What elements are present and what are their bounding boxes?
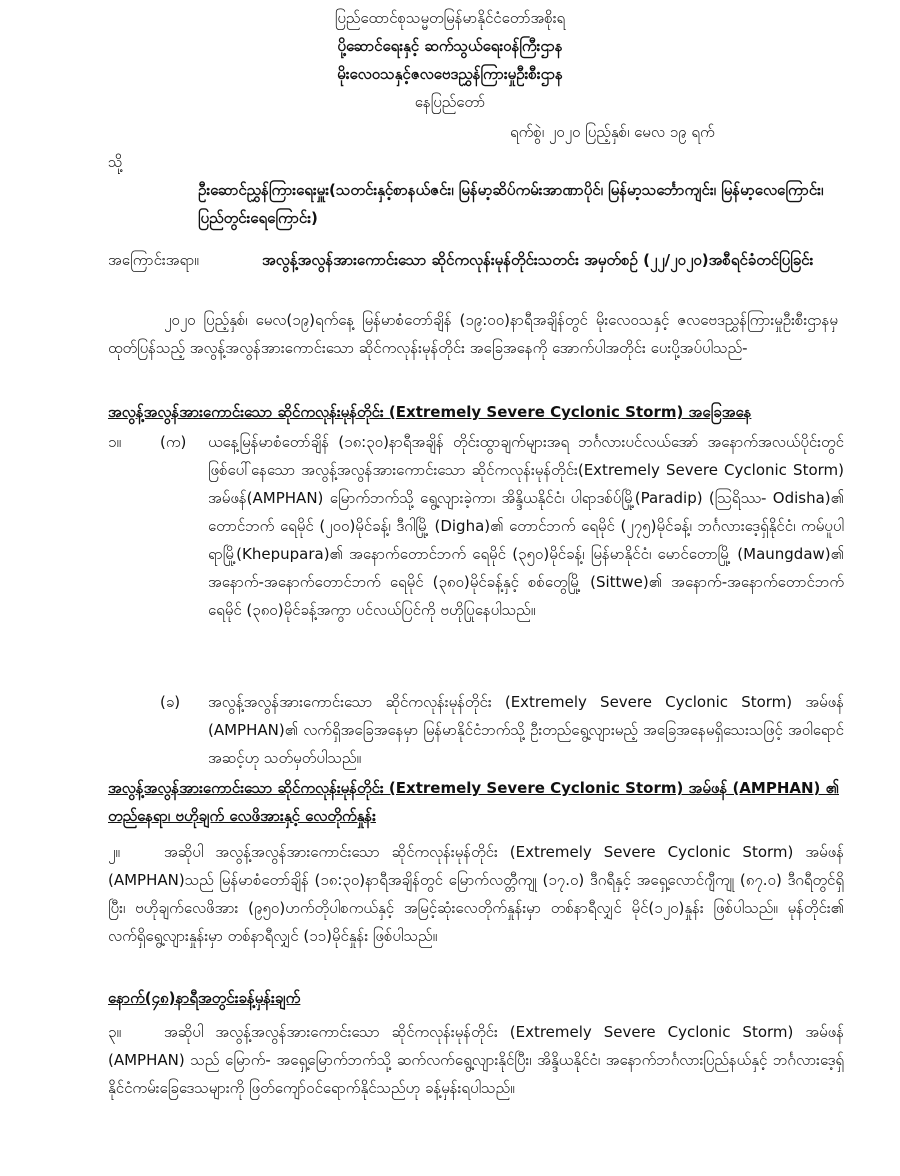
section1-number: ၁။ bbox=[108, 433, 121, 451]
ministry-title: ပို့ဆောင်ရေးနှင့် ဆက်သွယ်ရေးဝန်ကြီးဌာန bbox=[337, 37, 563, 55]
department-title: မိုးလေဝသနှင့်ဇလဗေဒညွှန်ကြားမှုဦးစီးဌာန bbox=[337, 65, 563, 83]
item-b-marker: (ခ) bbox=[160, 693, 181, 711]
subject-label: အကြောင်းအရာ။ bbox=[108, 251, 199, 269]
section3-number: ၃။ bbox=[108, 1023, 121, 1041]
subject-text: အလွန့်အလွန်အားကောင်းသော ဆိုင်ကလုန်းမုန်တိုင်းသတင်း အမှတ်စဉ် (၂၂/၂၀၂၀)အစီရင်ခံတင်ပြခြင်း bbox=[262, 251, 814, 269]
government-title: ပြည်ထောင်စုသမ္မတမြန်မာနိုင်ငံတော်အစိုးရ bbox=[334, 9, 566, 27]
section2-text: အဆိုပါ အလွန့်အလွန်အားကောင်းသော ဆိုင်ကလုန်းမုန်တိုင်း (Extremely Severe Cyclonic Storm) အမ်ဖန် (AMPHAN)သည် မြန်မာစံတော်ချိန် (၁၈:၃၀)နာရီအချိန်တွင် မြောက်လတ္တီကျု (၁၇.၀) ဒီဂရီနှင့် အရှေ့လောင်ဂျီကျု (၈၇.၀) ဒီဂရီတွင်ရှိပြီး၊ ဗဟိုချက်လေဖိအား (၉၅၀)ဟက်တိုပါစကယ်နှင့် အမြင့်ဆုံးလေတိုက်နှုန်းမှာ တစ်နာရီလျှင် မိုင်(၁၂၀)နှုန်း ဖြစ်ပါသည်။ မုန်တိုင်း၏ လက်ရှိရွေ့လျားနှုန်းမှာ တစ်နာရီလျှင် (၁၁)မိုင်နှုန်း ဖြစ်ပါသည်။ bbox=[108, 843, 844, 945]
item-b-text: အလွန့်အလွန်အားကောင်းသော ဆိုင်ကလုန်းမုန်တိုင်း (Extremely Severe Cyclonic Storm) အမ်ဖန် (AMPHAN)၏ လက်ရှိအခြေအနေမှာ မြန်မာနိုင်ငံဘက်သို့ ဦးတည်ရွေ့လျားမည့် အခြေအနေမရှိသေးသဖြင့် အဝါရောင်အဆင့်ဟု သတ်မှတ်ပါသည်။ bbox=[208, 693, 844, 767]
intro-paragraph: ၂၀၂၀ ပြည့်နှစ်၊ မေလ(၁၉)ရက်နေ့ မြန်မာစံတော်ချိန် (၁၉:၀၀)နာရီအချိန်တွင် မိုးလေဝသနှင့် ဇလဗေဒညွှန်ကြားမှုဦးစီးဌာနမှ ထုတ်ပြန်သည့် အလွန့်အလွန်အားကောင်းသော ဆိုင်ကလုန်းမုန်တိုင်း အခြေအနေကို အောက်ပါအတိုင်း ပေးပို့အပ်ပါသည်- bbox=[108, 311, 838, 357]
section2-heading: အလွန့်အလွန်အားကောင်းသော ဆိုင်ကလုန်းမုန်တိုင်း (Extremely Severe Cyclonic Storm) အမ်ဖန် (AMPHAN) ၏ တည်နေရာ၊ ဗဟိုချက် လေဖိအားနှင့် လေတိုက်နှုန်း bbox=[108, 779, 839, 825]
location-title: နေပြည်တော် bbox=[414, 93, 486, 111]
section2-number: ၂။ bbox=[108, 843, 120, 861]
reference-date: ရက်စွဲ၊ ၂၀၂၀ ပြည့်နှစ်၊ မေလ ၁၉ ရက် bbox=[510, 123, 715, 141]
item-a-marker: (က) bbox=[160, 433, 187, 451]
section3-text: အဆိုပါ အလွန့်အလွန်အားကောင်းသော ဆိုင်ကလုန်းမုန်တိုင်း (Extremely Severe Cyclonic Storm) အမ်ဖန် (AMPHAN) သည် မြောက်- အရှေ့မြောက်ဘက်သို့ ဆက်လက်ရွေ့လျားနိုင်ပြီး၊ အိန္ဒိယနိုင်ငံ၊ အနောက်ဘင်္ဂလားပြည်နယ်နှင့် ဘင်္ဂလားဒေ့ရှ်နိုင်ငံကမ်းခြေဒေသများကို ဖြတ်ကျော်ဝင်ရောက်နိုင်သည်ဟု ခန့်မှန်းရပါသည်။ bbox=[108, 1023, 844, 1097]
section1-heading: အလွန့်အလွန်အားကောင်းသော ဆိုင်ကလုန်းမုန်တိုင်း (Extremely Severe Cyclonic Storm) အခြေအနေ bbox=[108, 403, 752, 421]
item-a-text: ယနေ့မြန်မာစံတော်ချိန် (၁၈:၃၀)နာရီအချိန် တိုင်းထွာချက်များအရ ဘင်္ဂလားပင်လယ်အော် အနောက်အလယ်ပိုင်းတွင် ဖြစ်ပေါ်နေသော အလွန့်အလွန်အားကောင်းသော ဆိုင်ကလုန်းမုန်တိုင်း(Extremely Severe Cyclonic Storm) အမ်ဖန်(AMPHAN) မြောက်ဘက်သို့ ရွေ့လျားခဲ့ကာ၊ အိန္ဒိယနိုင်ငံ၊ ပါရာဒစ်ပ်မြို့(Paradip) (ဩရိဿ- Odisha)၏ တောင်ဘက် ရေမိုင် (၂၀၀)မိုင်ခန့်၊ ဒီဂါမြို့ (Digha)၏ တောင်ဘက် ရေမိုင် (၂၇၅)မိုင်ခန့်၊ ဘင်္ဂလားဒေ့ရှ်နိုင်ငံ၊ ကမ်ပူပါရာမြို့(Khepupara)၏ အနောက်တောင်ဘက် ရေမိုင် (၃၅၀)မိုင်ခန့်၊ မြန်မာနိုင်ငံ၊ မောင်တောမြို့ (Maungdaw)၏ အနောက်-အနောက်တောင်ဘက် ရေမိုင် (၃၈၀)မိုင်ခန့်နှင့် စစ်တွေမြို့ (Sittwe)၏ အနောက်-အနောက်တောင်ဘက် ရေမိုင် (၃၈၀)မိုင်ခန့်အကွာ ပင်လယ်ပြင်ကို ဗဟိုပြုနေပါသည်။ bbox=[208, 433, 844, 619]
section3-heading: နောက်(၄၈)နာရီအတွင်းခန့်မှန်းချက် bbox=[108, 989, 301, 1007]
recipients: ဦးဆောင်ညွှန်ကြားရေးမှူး(သတင်းနှင့်စာနယ်ဇင်း၊ မြန်မာ့ဆိပ်ကမ်းအာဏာပိုင်၊ မြန်မာ့သင်္ဘောကျင်း၊ မြန်မာ့လေကြောင်း၊ ပြည်တွင်းရေကြောင်း) bbox=[198, 181, 824, 227]
to-label: သို့ bbox=[108, 153, 123, 171]
